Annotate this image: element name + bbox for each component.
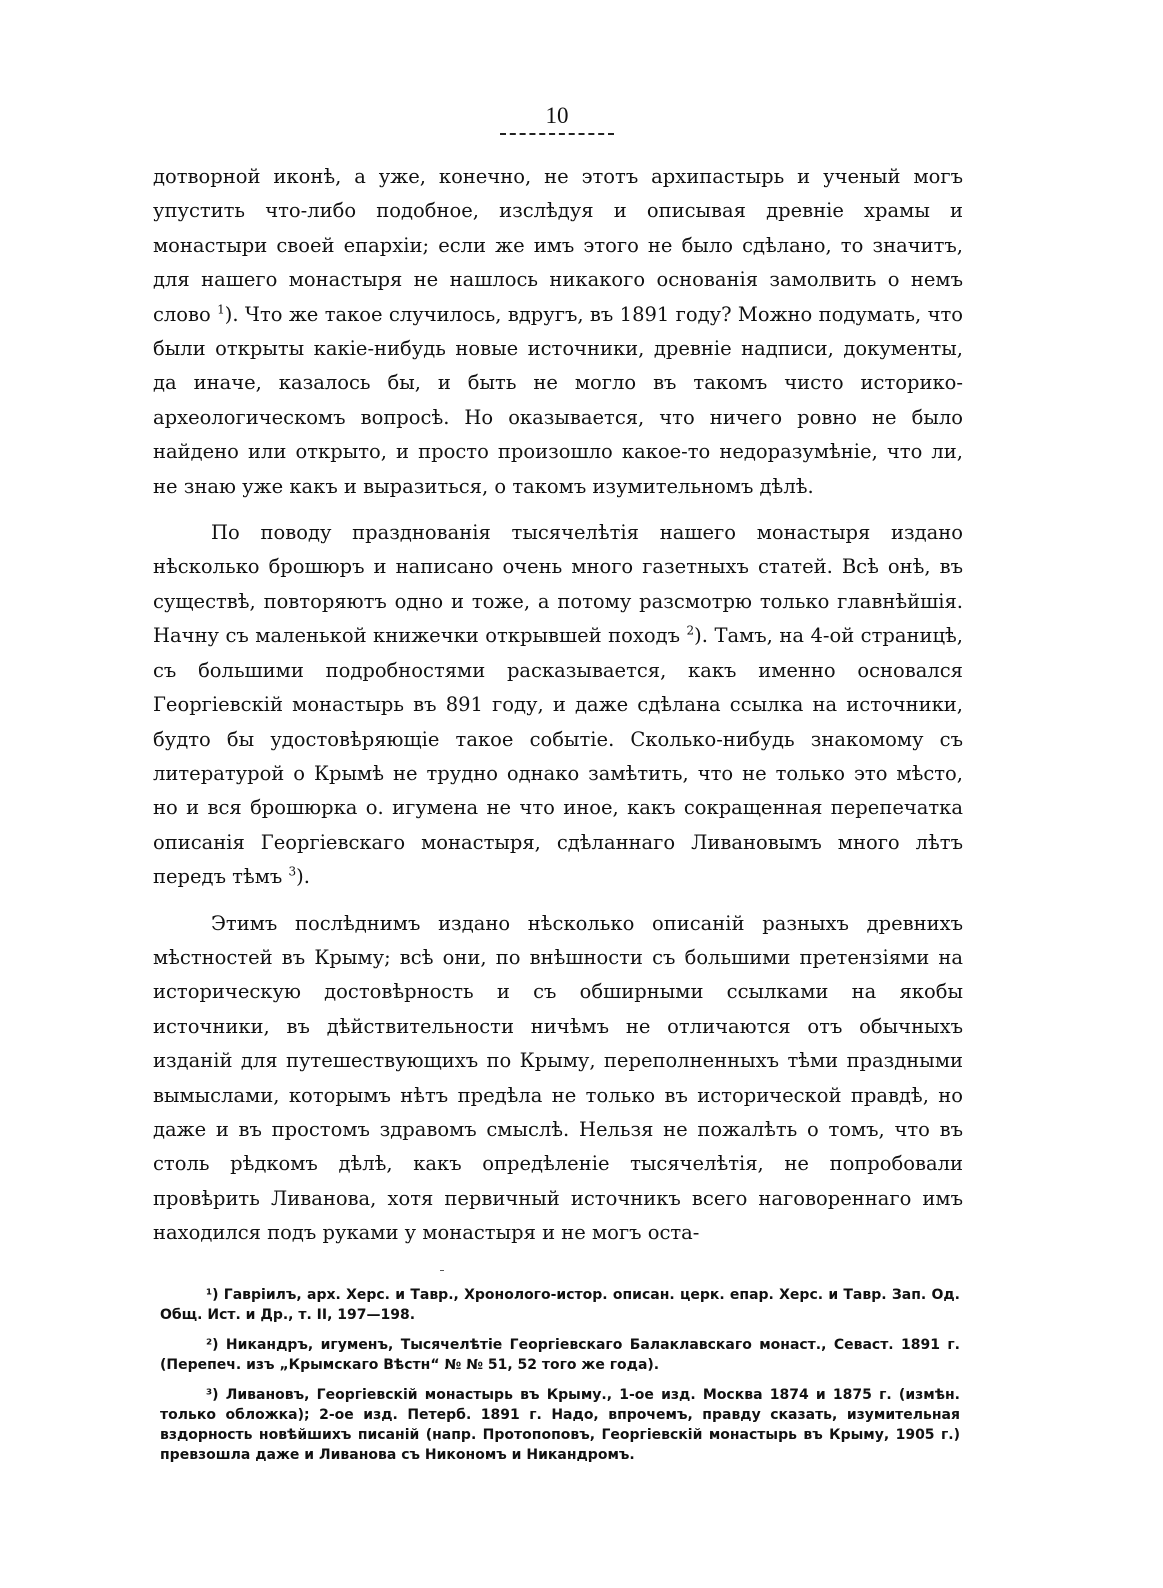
footnote-ref-3: 3 [288,864,297,879]
footnote-3 [160,1385,960,1465]
footnote-text: Ливановъ, Георгіевскій монастырь въ Крыму., 1-ое изд. Москва 1874 и 1875 г. (измѣн. только обложка); 2-ое изд. Петерб. 1891 г. Надо, впрочемъ, правду сказать, изумительная вздорность новѣйшихъ писаній (напр. Протопоповъ, Георгіевскій монастырь въ Крыму, 1905 г.) превзошла даже и Ливанова съ Никономъ и Никандромъ. [160,1387,960,1463]
footnote-ref-1: 1 [217,302,225,317]
paragraph-text: ). Тамъ, на 4-ой страницѣ, съ большими подробностями расказывается, какъ именно основался Георгіевскій монастырь въ 891 году, и даже сдѣлана ссылка на источники, будто бы удостовѣряющіе такое событіе. Сколько-нибудь знакомому съ литературой о Крымѣ не трудно однако замѣтить, что не только это мѣсто, но и вся брошюрка о. игумена не что иное, какъ сокращенная перепечатка описанія Георгіевскаго монастыря, сдѣланнаго Ливановымъ много лѣтъ передъ тѣмъ [153,624,963,889]
paragraph-text: ). [296,865,310,889]
footnote-mark: ¹) [206,1287,219,1303]
paragraph-2 [153,516,963,894]
paragraph-text: Этимъ послѣднимъ издано нѣсколько описаній разныхъ древнихъ мѣстностей въ Крыму; всѣ они, по внѣшности съ большими претензіями на историческую достовѣрность и съ обширными ссылками на якобы источники, въ дѣйствительности ничѣмъ не отличаются отъ обычныхъ изданій для путешествующихъ по Крыму, переполненныхъ тѣми праздными вымыслами, которымъ нѣтъ предѣла не только въ исторической правдѣ, но даже и въ простомъ здравомъ смыслѣ. Нельзя не пожалѣть о томъ, что въ столь рѣдкомъ дѣлѣ, какъ опредѣленіе тысячелѣтія, не попробовали провѣрить Ливанова, хотя первичный источникъ всего наговореннаго имъ находился подъ руками у монастыря и не могъ оста- [153,911,963,1245]
footnote-ref-2: 2 [686,623,695,638]
footnote-text: Никандръ, игуменъ, Тысячелѣтіе Георгіевскаго Балаклавскаго монаст., Севаст. 1891 г. (Перепеч. изъ „Крымскаго Вѣстн“ № № 51, 52 того же года). [160,1337,960,1373]
paragraph-text: По поводу празднованія тысячелѣтія нашего монастыря издано нѣсколько брошюръ и написано очень много газетныхъ статей. Всѣ онѣ, въ существѣ, повторяютъ одно и тоже, а потому разсмотрю только главнѣйшія. Начну съ маленькой книжечки открывшей походъ [153,521,963,648]
paragraph-text: ). Что же такое случилось, вдругъ, въ 1891 году? Можно подумать, что были открыты какіе-нибудь новые источники, древніе надписи, документы, да иначе, казалось бы, и быть не могло въ такомъ чисто историко-археологическомъ вопросѣ. Но оказывается, что ничего ровно не было найдено или открыто, и просто произошло какое-то недоразумѣніе, что ли, не знаю уже какъ и выразиться, о такомъ изумительномъ дѣлѣ. [153,302,963,498]
footnote-separator [440,1270,444,1271]
footnote-text: Гавріилъ, арх. Херс. и Тавр., Хронолого-истор. описан. церк. епар. Херс. и Тавр. Зап. Од. Общ. Ист. и Др., т. II, 197—198. [160,1287,960,1323]
body-text [153,160,963,1251]
paragraph-1 [153,160,963,504]
footnote-2 [160,1335,960,1375]
footnotes [160,1285,960,1475]
header-rule [500,133,614,135]
paragraph-3 [153,907,963,1251]
footnote-mark: ²) [206,1337,219,1353]
paragraph-text: дотворной иконѣ, а уже, конечно, не этотъ архипастырь и ученый могъ упустить что-либо подобное, изслѣдуя и описывая древніе храмы и монастыри своей епархіи; если же имъ этого не было сдѣлано, то значитъ, для нашего монастыря не нашлось никакого основанія замолвить о немъ слово [153,165,963,326]
footnote-mark: ³) [206,1387,219,1403]
footnote-1 [160,1285,960,1325]
page-number: 10 [545,103,569,128]
